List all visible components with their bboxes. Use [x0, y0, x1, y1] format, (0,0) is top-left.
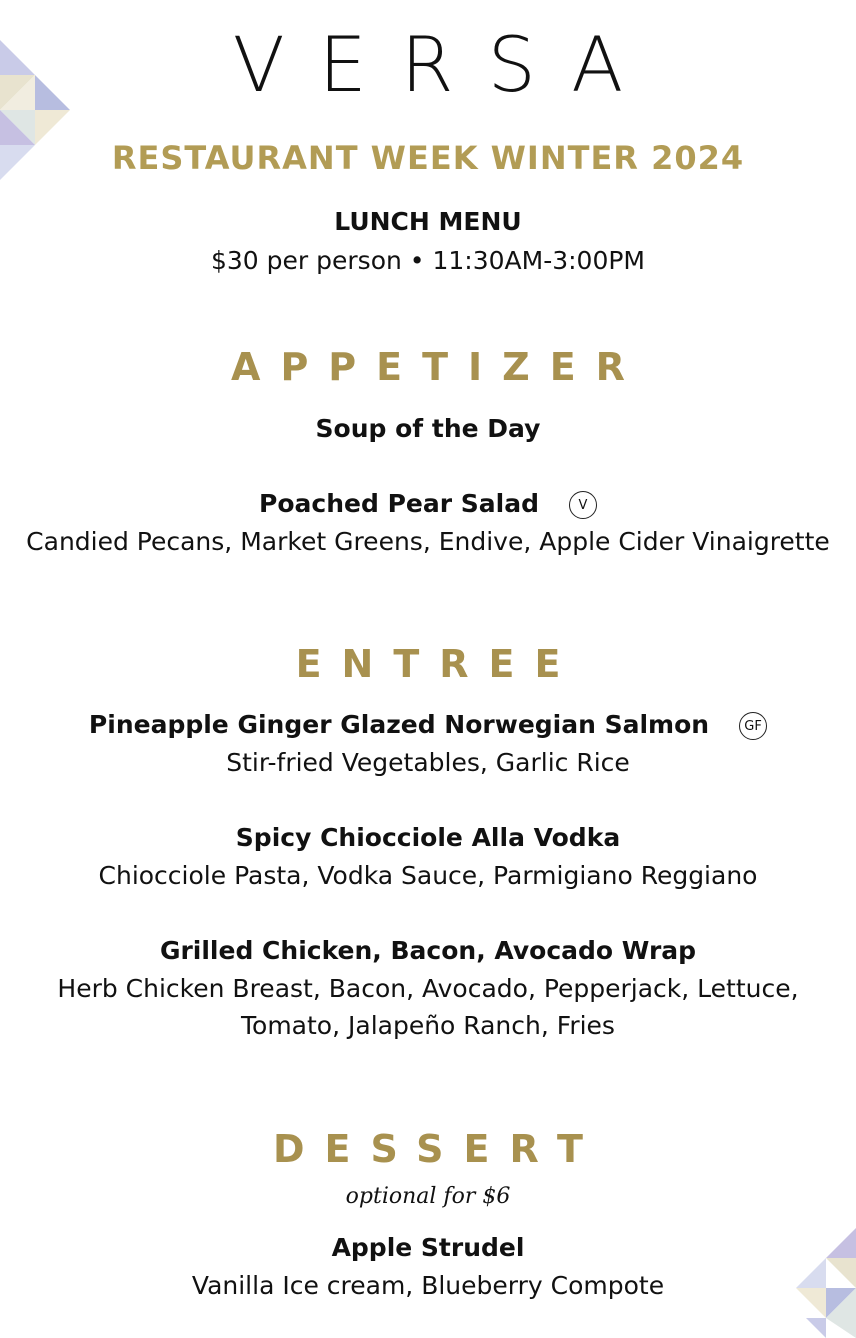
- dish-description: Vanilla Ice cream, Blueberry Compote: [191, 1271, 665, 1300]
- gluten-free-badge-icon: GF: [739, 712, 767, 740]
- dish-name: Grilled Chicken, Bacon, Avocado Wrap: [159, 936, 697, 965]
- section-heading-dessert: DESSERT: [273, 1127, 603, 1171]
- event-title: RESTAURANT WEEK WINTER 2024: [111, 139, 745, 177]
- dish-name-with-badge: [0, 489, 856, 519]
- section-heading-appetizer: APPETIZER: [231, 345, 645, 389]
- dish-description: Candied Pecans, Market Greens, Endive, Apple Cider Vinaigrette: [26, 527, 830, 556]
- dish-description: Stir-fried Vegetables, Garlic Rice: [226, 748, 630, 777]
- dish-description: Chiocciole Pasta, Vodka Sauce, Parmigiano Reggiano: [98, 861, 758, 890]
- dessert-price-note: optional for $6: [345, 1184, 511, 1209]
- price-and-hours: $30 per person • 11:30AM-3:00PM: [211, 246, 645, 275]
- dish-name: Apple Strudel: [331, 1233, 525, 1262]
- dish-name-with-badge: [0, 710, 856, 740]
- dish-name: Soup of the Day: [315, 414, 541, 443]
- dish-name: Spicy Chiocciole Alla Vodka: [235, 823, 621, 852]
- vegetarian-badge-icon: V: [569, 491, 597, 519]
- menu-label: LUNCH MENU: [334, 207, 522, 236]
- dish-description-line: Herb Chicken Breast, Bacon, Avocado, Pepperjack, Lettuce,: [57, 974, 799, 1003]
- brand-logo: VERSA: [232, 20, 658, 109]
- dish-name: Poached Pear Salad: [259, 489, 539, 518]
- section-heading-entree: ENTREE: [295, 642, 581, 686]
- dish-name: Pineapple Ginger Glazed Norwegian Salmon: [88, 710, 710, 739]
- dish-description-line: Tomato, Jalapeño Ranch, Fries: [241, 1011, 615, 1040]
